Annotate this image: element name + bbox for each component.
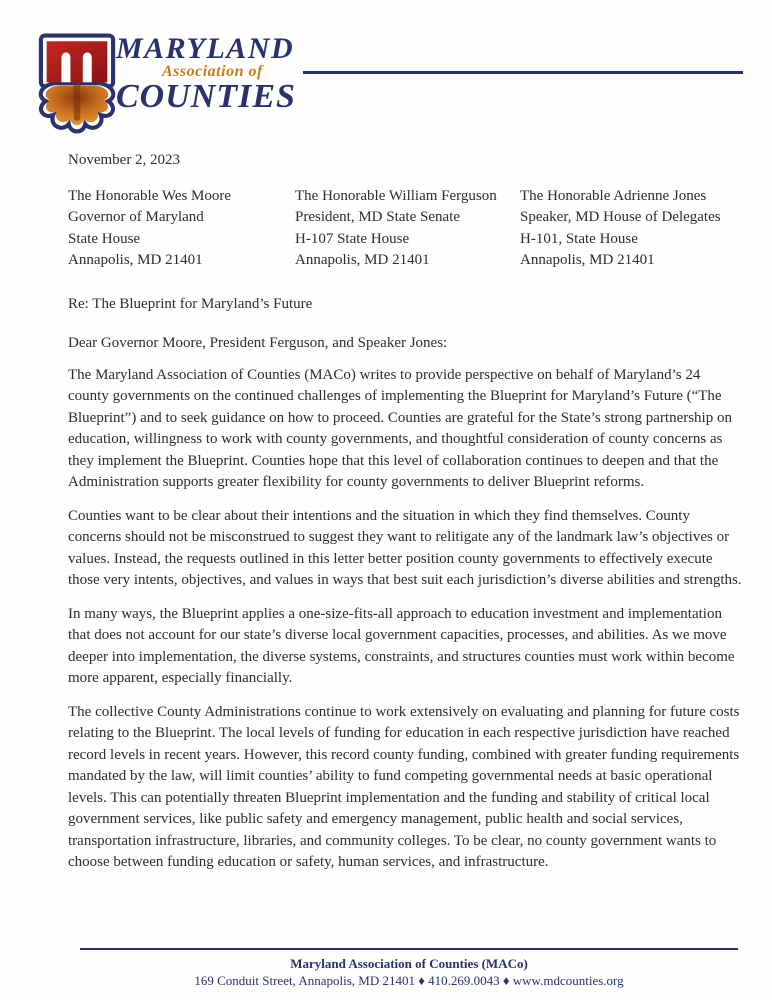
- footer-contact-line: 169 Conduit Street, Annapolis, MD 21401 ♦ 410.269.0043 ♦ www.mdcounties.org: [194, 973, 624, 988]
- paragraph-1: The Maryland Association of Counties (MACo) writes to provide perspective on behalf of Maryland’s 24 county governments on the continued challenges of implementing the Blueprint for Maryland’s Future (“The Blueprint”) and to seek guidance on how to proceed. Counties are grateful for the State’s strong partnership on education, willingness to work with county governments, and thoughtful consideration of county concerns as they implement the Blueprint. Counties hope that this level of collaboration continues to deepen and that the Administration supports greater flexibility for county governments to deliver Blueprint reforms.: [68, 366, 732, 490]
- recipient-line: The Honorable Adrienne Jones: [520, 187, 707, 204]
- recipient-line: The Honorable Wes Moore: [68, 187, 232, 204]
- recipient-line: Annapolis, MD 21401: [520, 252, 655, 268]
- recipient-line: President, MD State Senate: [295, 209, 460, 225]
- maco-logo-icon: [36, 32, 118, 144]
- letter-footer: [80, 948, 738, 989]
- salutation: Dear Governor Moore, President Ferguson, and Speaker Jones:: [68, 335, 448, 351]
- footer-org-name: Maryland Association of Counties (MACo): [290, 956, 528, 971]
- recipient-line: H-107 State House: [295, 230, 410, 247]
- recipient-senate-president: [295, 186, 520, 272]
- logo-association-of-text: Association of: [162, 63, 263, 80]
- recipient-line: Speaker, MD House of Delegates: [520, 209, 721, 225]
- recipient-line: H-101, State House: [520, 230, 638, 247]
- recipient-line: Annapolis, MD 21401: [295, 252, 430, 268]
- letterhead-wordmark: [116, 34, 296, 113]
- recipient-line: The Honorable William Ferguson: [295, 187, 497, 204]
- recipient-house-speaker: [520, 186, 742, 272]
- paragraph-2: Counties want to be clear about their intentions and the situation in which they find themselves. County concerns should not be misconstrued to suggest they want to relitigate any of the landmark law’s objectives or values. Instead, the requests outlined in this letter better position county governments to effectively execute those very intents, objectives, and values in ways that best suit each jurisdiction’s diverse abilities and strengths.: [68, 507, 742, 588]
- paragraph-4: The collective County Administrations continue to work extensively on evaluating and planning for future costs relating to the Blueprint. The local levels of funding for education in each respective jurisdiction have reached record levels in recent years. However, this record county funding, combined with greater funding requirements mandated by the law, will limit counties’ ability to fund competing governmental needs at basic operational levels. This can potentially threaten Blueprint implementation and the funding and stability of critical local government services, like public safety and emergency management, public health and social services, transportation infrastructure, libraries, and community colleges. To be clear, no county government wants to choose between funding education or safety, human services, and infrastructure.: [68, 703, 740, 870]
- recipient-line: Governor of Maryland: [68, 209, 204, 225]
- letterhead-rule: [303, 71, 743, 74]
- recipient-line: State House: [68, 230, 141, 247]
- letter-date: November 2, 2023: [68, 152, 181, 168]
- subject-line: Re: The Blueprint for Maryland’s Future: [68, 295, 313, 312]
- logo-maryland-text: MARYLAND: [116, 32, 295, 65]
- letter-body: [68, 150, 742, 886]
- recipient-blocks: [68, 186, 742, 272]
- recipient-governor: [68, 186, 295, 272]
- paragraph-3: In many ways, the Blueprint applies a one-size-fits-all approach to education investment and implementation that does not account for our state’s diverse local government capacities, processes, and abilities. As we move deeper into implementation, the diverse systems, constraints, and structures counties must work within become more apparent, especially financially.: [68, 605, 735, 686]
- logo-counties-text: COUNTIES: [116, 78, 296, 115]
- recipient-line: Annapolis, MD 21401: [68, 252, 203, 268]
